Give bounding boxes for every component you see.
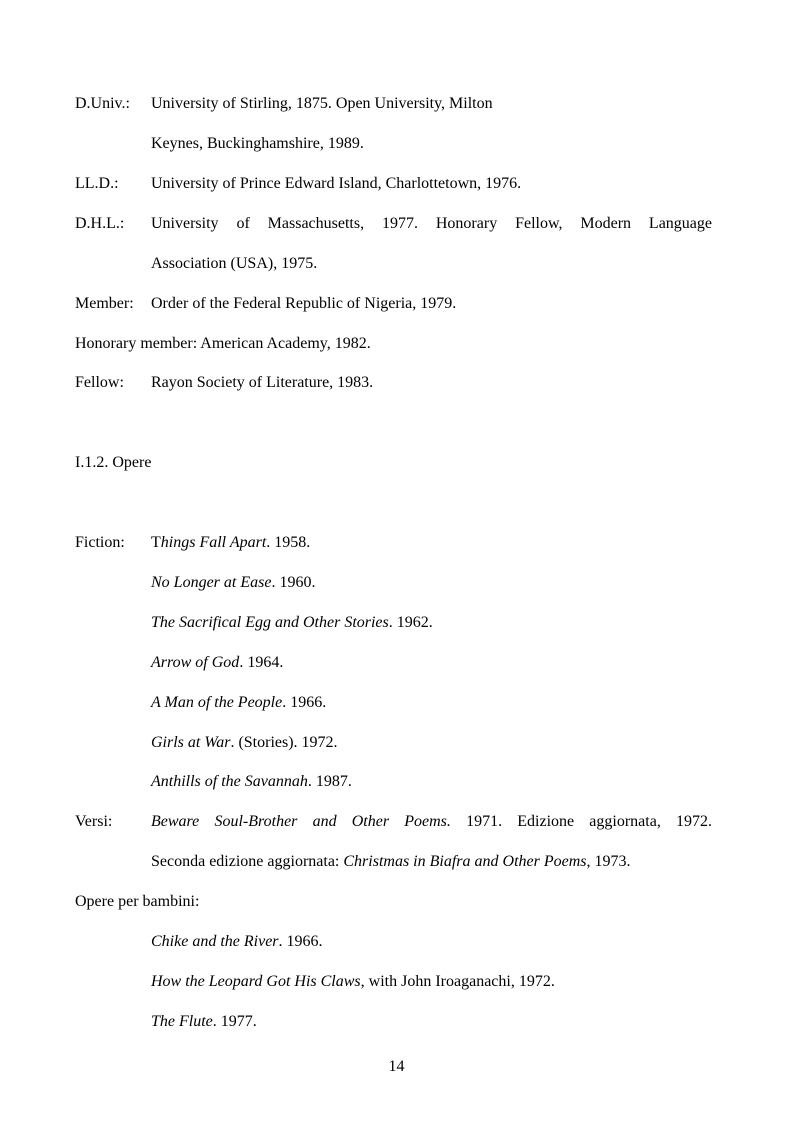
work-info: , with John Iroaganachi, 1972. [360,973,555,990]
word: 1972. [676,813,712,830]
children-heading [75,891,712,913]
honor-text: University of Prince Edward Island, Charlottetown, 1976. [151,175,522,192]
work-info: . 1962. [388,614,433,631]
honor-dhl [75,213,712,235]
work-info: . 1964. [239,654,284,671]
work-info: . 1987. [307,773,352,790]
word: Poems. [404,813,451,830]
honor-label: Member: [75,295,134,312]
work-title: How the Leopard Got His Claws [151,973,361,990]
section-heading [75,452,712,474]
honor-duniv [75,93,712,115]
work-entry [151,572,712,594]
word: and [312,813,337,830]
word: 1971. [466,813,503,830]
verse-text-justified [151,811,712,833]
honor-text: Keynes, Buckinghamshire, 1989. [151,135,364,152]
work-entry [151,1011,712,1033]
word: Edizione [517,813,575,830]
honor-label: D.Univ.: [75,95,130,112]
work-info: Seconda edizione aggiornata: [151,853,344,870]
work-title: The Flute [151,1013,213,1030]
honor-dhl-continued [151,253,712,275]
word: of [236,215,250,232]
word: aggiornata, [589,813,661,830]
word: Honorary [435,215,498,232]
work-title: The Sacrifical Egg and Other Stories [151,614,389,631]
fiction-entry [75,532,712,554]
work-title: Chike and the River [151,933,279,950]
work-info: . 1960. [271,574,316,591]
honor-member [75,293,712,315]
honor-label: D.H.L.: [75,215,125,232]
honor-text: Association (USA), 1975. [151,255,318,272]
word: University [151,215,219,232]
honor-text: Rayon Society of Literature, 1983. [151,374,374,391]
word: Soul-Brother [214,813,298,830]
honor-fellow [75,372,712,394]
honor-honorary-member [75,333,712,355]
work-info: . (Stories). 1972. [230,734,338,751]
work-entry [151,971,712,993]
work-entry [151,931,712,953]
work-entry [151,612,712,634]
work-entry [151,771,712,793]
work-entry [151,692,712,714]
honor-text: Honorary member: American Academy, 1982. [75,335,371,352]
work-entry [151,532,310,554]
honor-label: Fellow: [75,374,124,391]
word: Modern [580,215,632,232]
honor-duniv-continued [151,133,712,155]
word: Beware [151,813,200,830]
word: Fellow, [515,215,563,232]
honor-text-justified [151,213,712,235]
category-label: Fiction: [75,534,125,551]
word: Other [351,813,390,830]
word: Language [648,215,712,232]
work-info: . 1977. [212,1013,257,1030]
work-info: . 1958. [266,534,311,551]
work-title: hings Fall Apart [160,534,267,551]
work-title-initial: T [151,534,161,551]
word: 1977. [381,215,418,232]
work-info: . 1966. [278,933,323,950]
work-title: A Man of the People [151,694,283,711]
work-title: Girls at War [151,734,231,751]
page-number: 14 [388,1058,405,1075]
category-label: Opere per bambini: [75,893,200,910]
work-title: No Longer at Ease [151,574,272,591]
honor-label: LL.D.: [75,175,119,192]
honor-lld [75,173,712,195]
section-title: I.1.2. Opere [75,454,152,471]
verse-entry-continued [151,851,712,873]
category-label: Versi: [75,813,113,830]
work-entry [151,652,712,674]
work-entry [151,732,712,754]
honor-text: Order of the Federal Republic of Nigeria, 1979. [151,295,457,312]
work-info: , 1973. [586,853,631,870]
word: Massachusetts, [267,215,365,232]
work-title: Anthills of the Savannah [151,773,308,790]
work-title: Christmas in Biafra and Other Poems [343,853,587,870]
honor-text: University of Stirling, 1875. Open University, Milton [151,95,493,112]
work-info: . 1966. [282,694,327,711]
work-title: Arrow of God [151,654,240,671]
verse-entry [75,811,712,833]
